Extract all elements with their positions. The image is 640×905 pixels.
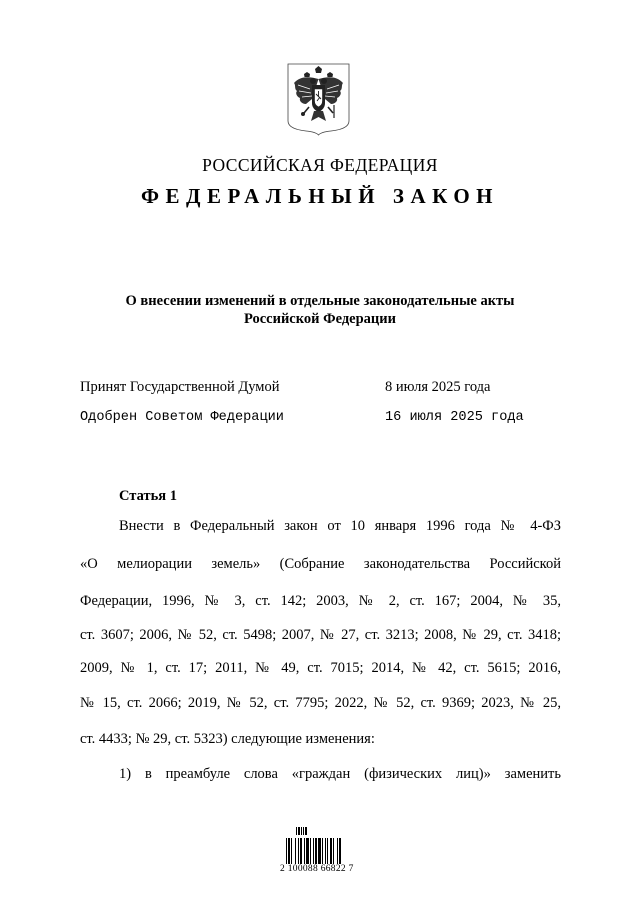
article-line: ст. 3607; 2006, № 52, ст. 5498; 2007, № 27, ст. 3213; 2008, № 29, ст. 3418; [80, 627, 561, 643]
document-type: ФЕДЕРАЛЬНЫЙ ЗАКОН [141, 184, 499, 208]
article-line: ст. 4433; № 29, ст. 5323) следующие изменения: [80, 731, 375, 747]
article-line: Внести в Федеральный закон от 10 января 1996 года № 4-ФЗ [119, 518, 561, 534]
country-name: РОССИЙСКАЯ ФЕДЕРАЦИЯ [202, 155, 438, 175]
article-line: 2009, № 1, ст. 17; 2011, № 49, ст. 7015; 2014, № 42, ст. 5615; 2016, [80, 660, 561, 676]
adoption-date: 8 июля 2025 года [385, 379, 491, 395]
coat-of-arms-icon [287, 63, 350, 136]
law-title [80, 292, 560, 328]
barcode-number: 2 100088 66822 7 [280, 864, 354, 874]
article-line: № 15, ст. 2066; 2019, № 52, ст. 7795; 2022, № 52, ст. 9369; 2023, № 25, [80, 695, 561, 711]
article-heading: Статья 1 [119, 488, 177, 504]
small-barcode-icon [295, 826, 309, 836]
law-title-line-1: О внесении изменений в отдельные законодательные акты [125, 293, 515, 309]
barcode-icon [286, 838, 357, 864]
article-line: Федерации, 1996, № 3, ст. 142; 2003, № 2, ст. 167; 2004, № 35, [80, 593, 561, 609]
approval-label: Одобрен Советом Федерации [80, 410, 284, 425]
approval-date: 16 июля 2025 года [385, 410, 524, 425]
adoption-label: Принят Государственной Думой [80, 379, 280, 395]
article-line: 1) в преамбуле слова «граждан (физических лиц)» заменить [119, 766, 561, 782]
article-line: «О мелиорации земель» (Собрание законодательства Российской [80, 556, 561, 572]
law-title-line-2: Российской Федерации [243, 311, 396, 327]
